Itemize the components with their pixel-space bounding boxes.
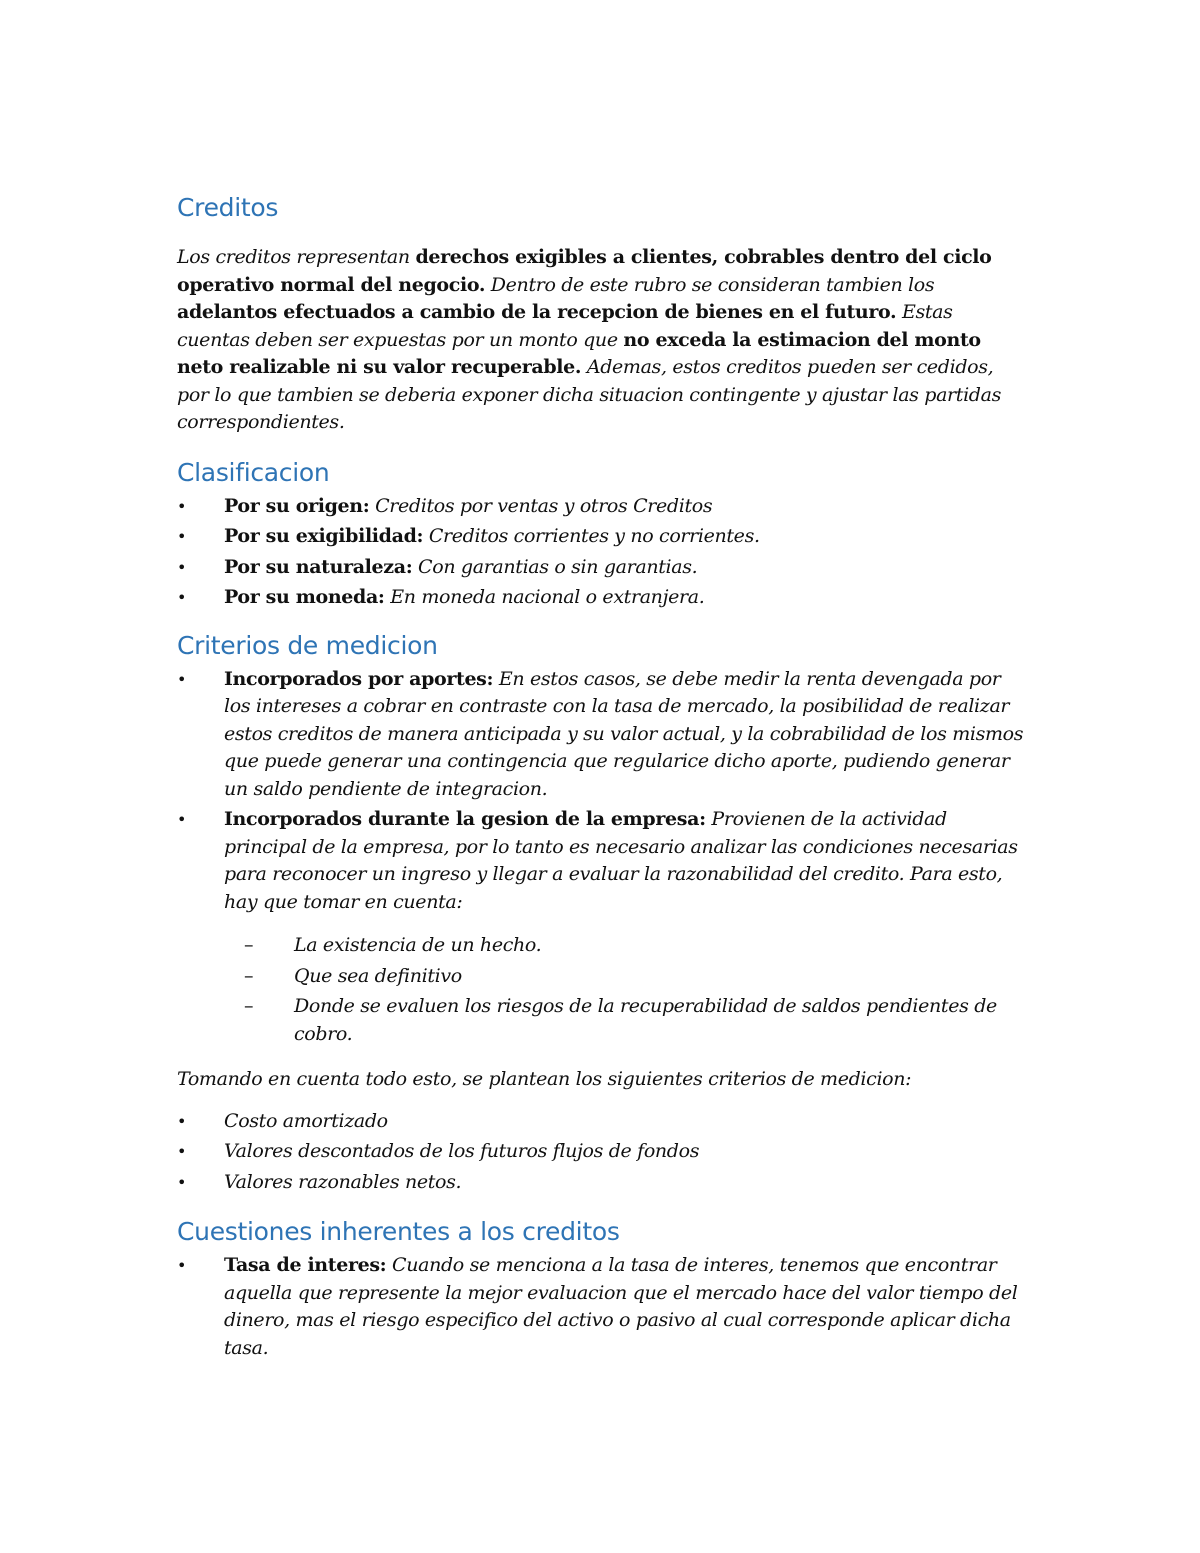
list-item xyxy=(177,1108,1027,1136)
dash-icon: – xyxy=(244,934,254,956)
intro-bold-2: adelantos efectuados a cambio de la recepcion de bienes en el futuro. xyxy=(177,301,897,323)
intro-text-3: Estas cuentas deben ser expuestas por un monto que xyxy=(177,301,953,351)
sub-item-text: Que sea definitivo xyxy=(294,964,462,987)
list-item xyxy=(177,554,1027,582)
intro-bold-3: no exceda la estimacion del monto neto realizable ni su valor recuperable. xyxy=(177,328,981,378)
dash-icon: – xyxy=(244,995,254,1017)
heading-clasificacion: Clasificacion xyxy=(177,457,330,487)
criterios-closing xyxy=(177,1066,1027,1094)
criteria-list xyxy=(177,1108,1027,1197)
item-text: En moneda nacional o extranjera. xyxy=(384,586,705,608)
item-text: Valores razonables netos. xyxy=(224,1170,462,1193)
item-text: Valores descontados de los futuros flujos de fondos xyxy=(224,1140,700,1162)
intro-text-4: Ademas, estos creditos pueden ser cedidos, por lo que tambien se deberia exponer dicha situacion contingente y ajustar las partidas correspondientes. xyxy=(177,356,1001,433)
list-item xyxy=(177,806,1027,916)
item-text: Creditos corrientes y no corrientes. xyxy=(423,525,760,547)
item-label: Por su naturaleza: xyxy=(224,555,413,578)
sub-list-item xyxy=(177,963,1027,991)
bullet-icon: • xyxy=(177,1256,187,1275)
heading-creditos: Creditos xyxy=(177,193,279,222)
dash-icon: – xyxy=(244,964,254,987)
bullet-icon: • xyxy=(177,1172,187,1192)
list-item xyxy=(177,493,1027,521)
sub-list-item xyxy=(177,932,1027,960)
heading-criterios: Criterios de medicion xyxy=(177,630,438,660)
list-item xyxy=(177,523,1027,551)
list-item xyxy=(177,1138,1027,1166)
closing-text: Tomando en cuenta todo esto, se plantean los siguientes criterios de medicion: xyxy=(177,1068,912,1090)
item-text: Cuando se menciona a la tasa de interes, tenemos que encontrar aquella que represente la mejor evaluacion que el mercado hace del valor tiempo del dinero, mas el riesgo especifico del activo o pasivo al cual corresponde aplicar dicha tasa. xyxy=(224,1254,1018,1359)
bullet-icon: • xyxy=(177,669,187,689)
bullet-icon: • xyxy=(177,557,187,577)
sub-item-text: Donde se evaluen los riesgos de la recuperabilidad de saldos pendientes de cobro. xyxy=(294,995,997,1045)
item-text: Costo amortizado xyxy=(224,1109,388,1132)
item-label: Por su origen: xyxy=(224,494,370,517)
sub-list-item xyxy=(177,993,1027,1048)
criterios-list xyxy=(177,666,1027,917)
intro-text-1: Los creditos representan xyxy=(177,246,416,268)
bullet-icon: • xyxy=(177,588,187,607)
item-label: Incorporados durante la gesion de la empresa: xyxy=(224,808,706,830)
clasificacion-list xyxy=(177,493,1027,612)
bullet-icon: • xyxy=(177,810,187,829)
item-label: Tasa de interes: xyxy=(224,1254,387,1276)
document-body xyxy=(177,192,1027,1365)
list-item xyxy=(177,584,1027,612)
bullet-icon: • xyxy=(177,496,187,516)
intro-text-2: Dentro de este rubro se consideran tambien los xyxy=(485,273,935,296)
bullet-icon: • xyxy=(177,1142,187,1161)
cuestiones-list xyxy=(177,1252,1027,1362)
bullet-icon: • xyxy=(177,527,187,546)
intro-paragraph xyxy=(177,244,1027,437)
heading-cuestiones: Cuestiones inherentes a los creditos xyxy=(177,1217,620,1246)
item-text: Provienen de la actividad principal de la empresa, por lo tanto es necesario analizar las condiciones necesarias para reconocer un ingreso y llegar a evaluar la razonabilidad del credito. Para esto, hay que tomar en cuenta: xyxy=(224,808,1018,913)
item-label: Incorporados por aportes: xyxy=(224,667,494,690)
sub-item-text: La existencia de un hecho. xyxy=(294,934,542,956)
item-text: En estos casos, se debe medir la renta devengada por los intereses a cobrar en contraste con la tasa de mercado, la posibilidad de realizar estos creditos de manera anticipada y su valor actual, y la cobrabilidad de los mismos que puede generar una contingencia que regularice dicho aporte, pudiendo generar un saldo pendiente de integracion. xyxy=(224,667,1024,800)
item-text: Con garantias o sin garantias. xyxy=(412,555,698,578)
intro-bold-1: derechos exigibles a clientes, cobrables dentro del ciclo operativo normal del negocio. xyxy=(177,246,992,296)
list-item xyxy=(177,1169,1027,1197)
item-label: Por su moneda: xyxy=(224,586,385,608)
item-text: Creditos por ventas y otros Creditos xyxy=(369,494,713,517)
list-item xyxy=(177,1252,1027,1362)
list-item xyxy=(177,666,1027,804)
bullet-icon: • xyxy=(177,1111,187,1131)
criterios-sublist xyxy=(177,932,1027,1048)
item-label: Por su exigibilidad: xyxy=(224,525,424,547)
